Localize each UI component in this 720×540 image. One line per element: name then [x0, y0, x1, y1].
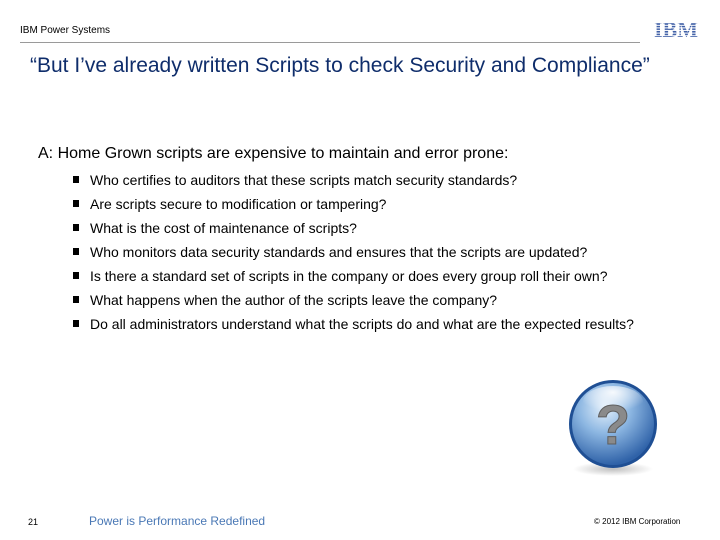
bullet-text: What happens when the author of the scripts leave the company? — [90, 292, 498, 308]
bullet-list — [70, 172, 700, 340]
bullet-item — [70, 220, 700, 236]
copyright-notice: © 2012 IBM Corporation — [594, 517, 681, 526]
page-number: 21 — [28, 517, 39, 527]
bullet-square-icon — [73, 224, 79, 231]
bullet-item — [70, 244, 700, 260]
bullet-square-icon — [73, 272, 79, 279]
bullet-text: Do all administrators understand what the scripts do and what are the expected results? — [90, 316, 634, 332]
bullet-text: Are scripts secure to modification or tampering? — [90, 196, 387, 212]
bullet-text: Who certifies to auditors that these scripts match security standards? — [90, 172, 518, 188]
ibm-logo — [652, 18, 700, 45]
bullet-item — [70, 316, 700, 332]
bullet-item — [70, 292, 700, 308]
bullet-item — [70, 268, 700, 284]
header-divider — [20, 42, 640, 43]
bullet-item — [70, 196, 700, 212]
bullet-square-icon — [73, 176, 79, 183]
svg-text:IBM: IBM — [654, 18, 698, 40]
header-section-label: IBM Power Systems — [20, 25, 111, 36]
footer-tagline: Power is Performance Redefined — [89, 514, 266, 528]
bullet-square-icon — [73, 320, 79, 327]
bullet-square-icon — [73, 296, 79, 303]
question-mark-icon — [560, 378, 666, 483]
bullet-text: Is there a standard set of scripts in the company or does every group roll their own? — [90, 268, 608, 284]
lead-statement: A: Home Grown scripts are expensive to maintain and error prone: — [38, 145, 509, 162]
bullet-square-icon — [73, 248, 79, 255]
slide-title: “But I’ve already written Scripts to check Security and Compliance” — [30, 54, 650, 77]
bullet-square-icon — [73, 200, 79, 207]
svg-text:?: ? — [595, 393, 631, 456]
bullet-text: Who monitors data security standards and ensures that the scripts are updated? — [90, 244, 588, 260]
bullet-text: What is the cost of maintenance of scripts? — [90, 220, 357, 236]
bullet-item — [70, 172, 700, 188]
